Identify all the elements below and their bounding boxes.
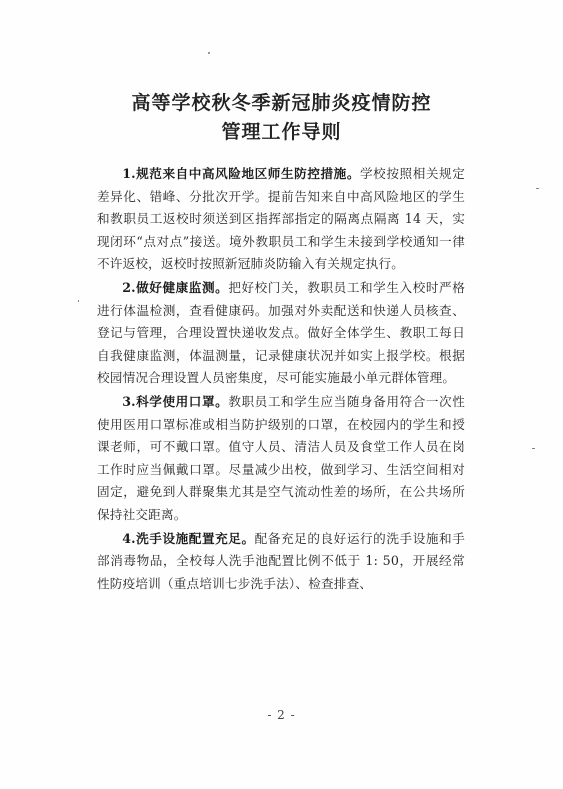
document-title-line-2: 管理工作导则: [221, 121, 342, 143]
section-heading: 4.洗手设施配置充足。: [122, 530, 255, 546]
page-number: - 2 -: [267, 708, 296, 722]
scan-speck: [536, 188, 539, 189]
scan-speck: [532, 448, 535, 449]
section-body: 把好校门关，教职员工和学生入校时严格进行体温检测，查看健康码。加强对外卖配送和快递人员核查、登记与管理，合理设置快递收发点。做好全体学生、教职工每日自我健康监测，体温测量，记录健康状况并如实上报学校。根据校园情况合理设置人员密集度，尽可能实施最小单元群体管理。: [97, 279, 465, 386]
section-paragraph-2: [97, 277, 465, 390]
section-heading: 3.科学使用口罩。: [122, 393, 229, 409]
scan-speck: [208, 52, 210, 54]
section-heading: 2.做好健康监测。: [122, 279, 229, 295]
section-paragraph-4: [97, 528, 465, 596]
document-title-line-1: 高等学校秋冬季新冠肺炎疫情防控: [131, 92, 432, 114]
section-heading: 1.规范来自中高风险地区师生防控措施。: [122, 166, 361, 181]
section-paragraph-3: [97, 391, 465, 527]
section-paragraph-1: [97, 163, 465, 276]
document-body: [97, 163, 465, 596]
section-body: 教职员工和学生应当随身备用符合一次性使用医用口罩标准或相当防护级别的口罩，在校园内的学生和授课老师，可不戴口罩。值守人员、清洁人员及食堂工作人员在岗工作时应当佩戴口罩。尽量减少出校，做到学习、生活空间相对固定，避免到人群聚集尤其是空气流动性差的场所，在公共场所保持社交距离。: [97, 393, 465, 522]
section-body: 配备充足的良好运行的洗手设施和手部消毒物品，全校每人洗手池配置比例不低于 1: 50，开展经常性防疫培训（重点培训七步洗手法）、检查排查、: [97, 530, 466, 591]
section-body: 学校按照相关规定差异化、错峰、分批次开学。提前告知来自中高风险地区的学生和教职员工返校时须送到区指挥部指定的隔离点隔离 14 天，实现闭环“点对点”接送。境外教职员工和学生未接到学校通知一律不许返校，返校时按照新冠肺炎防输入有关规定执行。: [97, 166, 465, 272]
scan-speck: [78, 300, 79, 302]
